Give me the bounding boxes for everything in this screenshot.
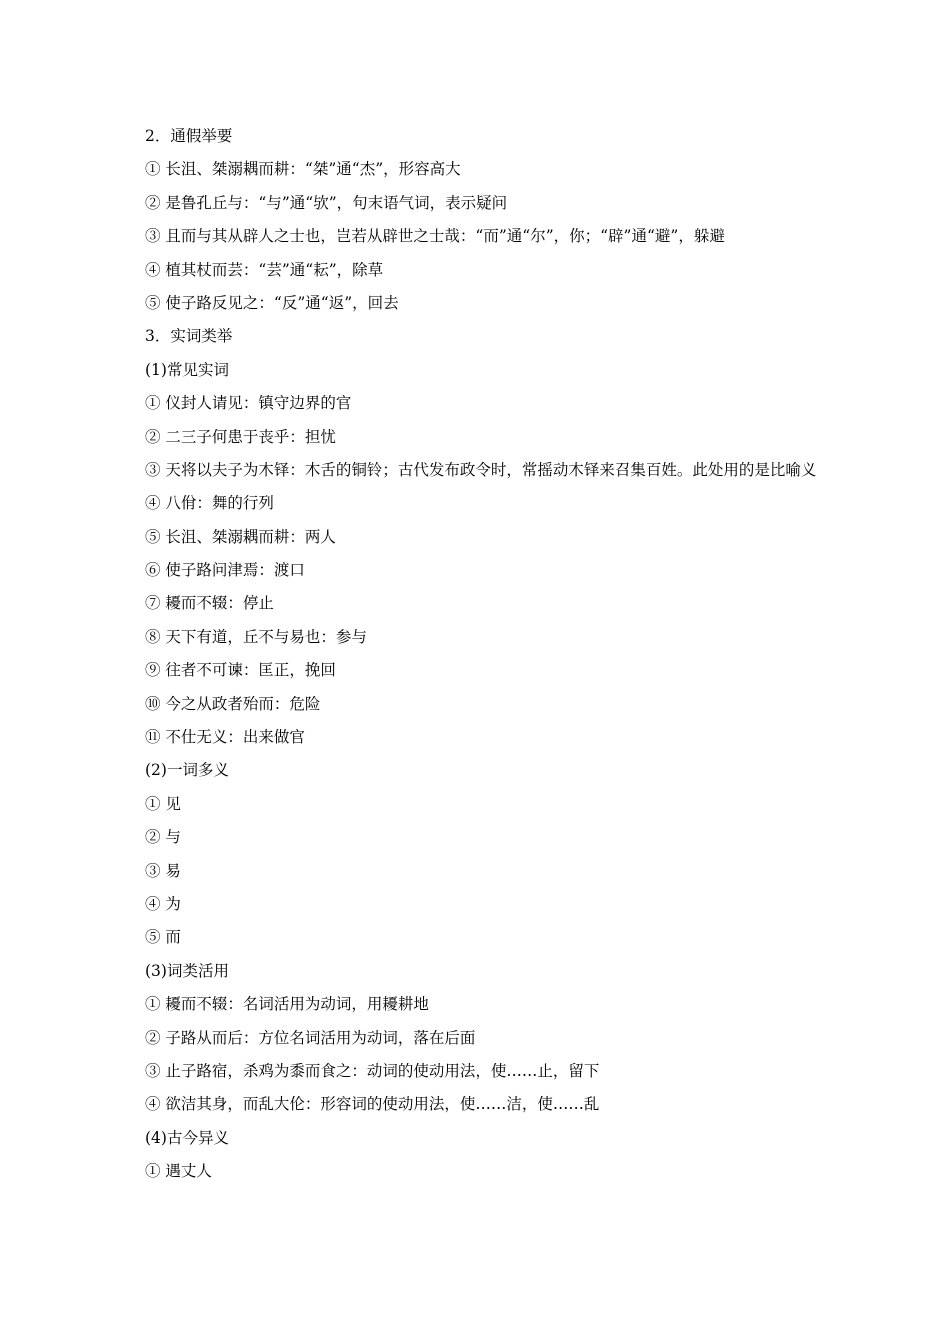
subsection-heading: (3)词类活用 (145, 961, 229, 980)
subsection-heading: (1)常见实词 (145, 360, 229, 379)
text-line: ① 耰而不辍：名词活用为动词，用耰耕地 (145, 995, 429, 1014)
document-body (145, 120, 825, 1189)
text-line: ⑨ 往者不可谏：匡正，挽回 (145, 661, 336, 680)
text-line: ① 遇丈人 (145, 1162, 212, 1181)
text-line: ③ 且而与其从辟人之士也，岂若从辟世之士哉：“而”通“尔”，你；“辟”通“避”，躲避 (145, 227, 725, 246)
section-heading-tongjia: 2．通假举要 (145, 127, 233, 145)
text-line: ④ 欲洁其身，而乱大伦：形容词的使动用法，使……洁，使……乱 (145, 1095, 600, 1114)
text-line: ② 与 (145, 828, 181, 847)
text-line: ⑪ 不仕无义：出来做官 (145, 728, 305, 747)
text-line: ① 见 (145, 794, 181, 813)
text-line: ⑧ 天下有道，丘不与易也：参与 (145, 627, 367, 646)
text-line: ⑤ 长沮、桀溺耦而耕：两人 (145, 527, 336, 546)
text-line: ⑥ 使子路问津焉：渡口 (145, 561, 305, 580)
text-line: ② 二三子何患于丧乎：担忧 (145, 427, 336, 446)
text-line: ② 是鲁孔丘与：“与”通“欤”，句末语气词，表示疑问 (145, 193, 508, 212)
text-line: ④ 植其杖而芸：“芸”通“耘”，除草 (145, 260, 384, 279)
text-line: ① 长沮、桀溺耦而耕：“桀”通“杰”，形容高大 (145, 160, 461, 179)
text-line: ④ 为 (145, 895, 181, 913)
text-line-wrapped: ③ 天将以夫子为木铎：木舌的铜铃；古代发布政令时，常摇动木铎来召集百姓。此处用的是比喻义 (145, 460, 817, 479)
text-line: ② 子路从而后：方位名词活用为动词，落在后面 (145, 1028, 476, 1047)
text-line: ① 仪封人请见：镇守边界的官 (145, 394, 352, 413)
subsection-heading: (2)一词多义 (145, 761, 229, 780)
section-heading-shici: 3．实词类举 (145, 327, 233, 346)
text-line: ⑩ 今之从政者殆而：危险 (145, 694, 321, 713)
text-line: ③ 止子路宿，杀鸡为黍而食之：动词的使动用法，使……止，留下 (145, 1061, 600, 1080)
text-line: ⑤ 使子路反见之：“反”通“返”，回去 (145, 293, 399, 312)
text-line: ④ 八佾：舞的行列 (145, 494, 274, 513)
subsection-heading: (4)古今异义 (145, 1128, 229, 1147)
text-line: ⑦ 耰而不辍：停止 (145, 594, 274, 613)
text-line: ③ 易 (145, 861, 181, 880)
text-line: ⑤ 而 (145, 928, 181, 947)
